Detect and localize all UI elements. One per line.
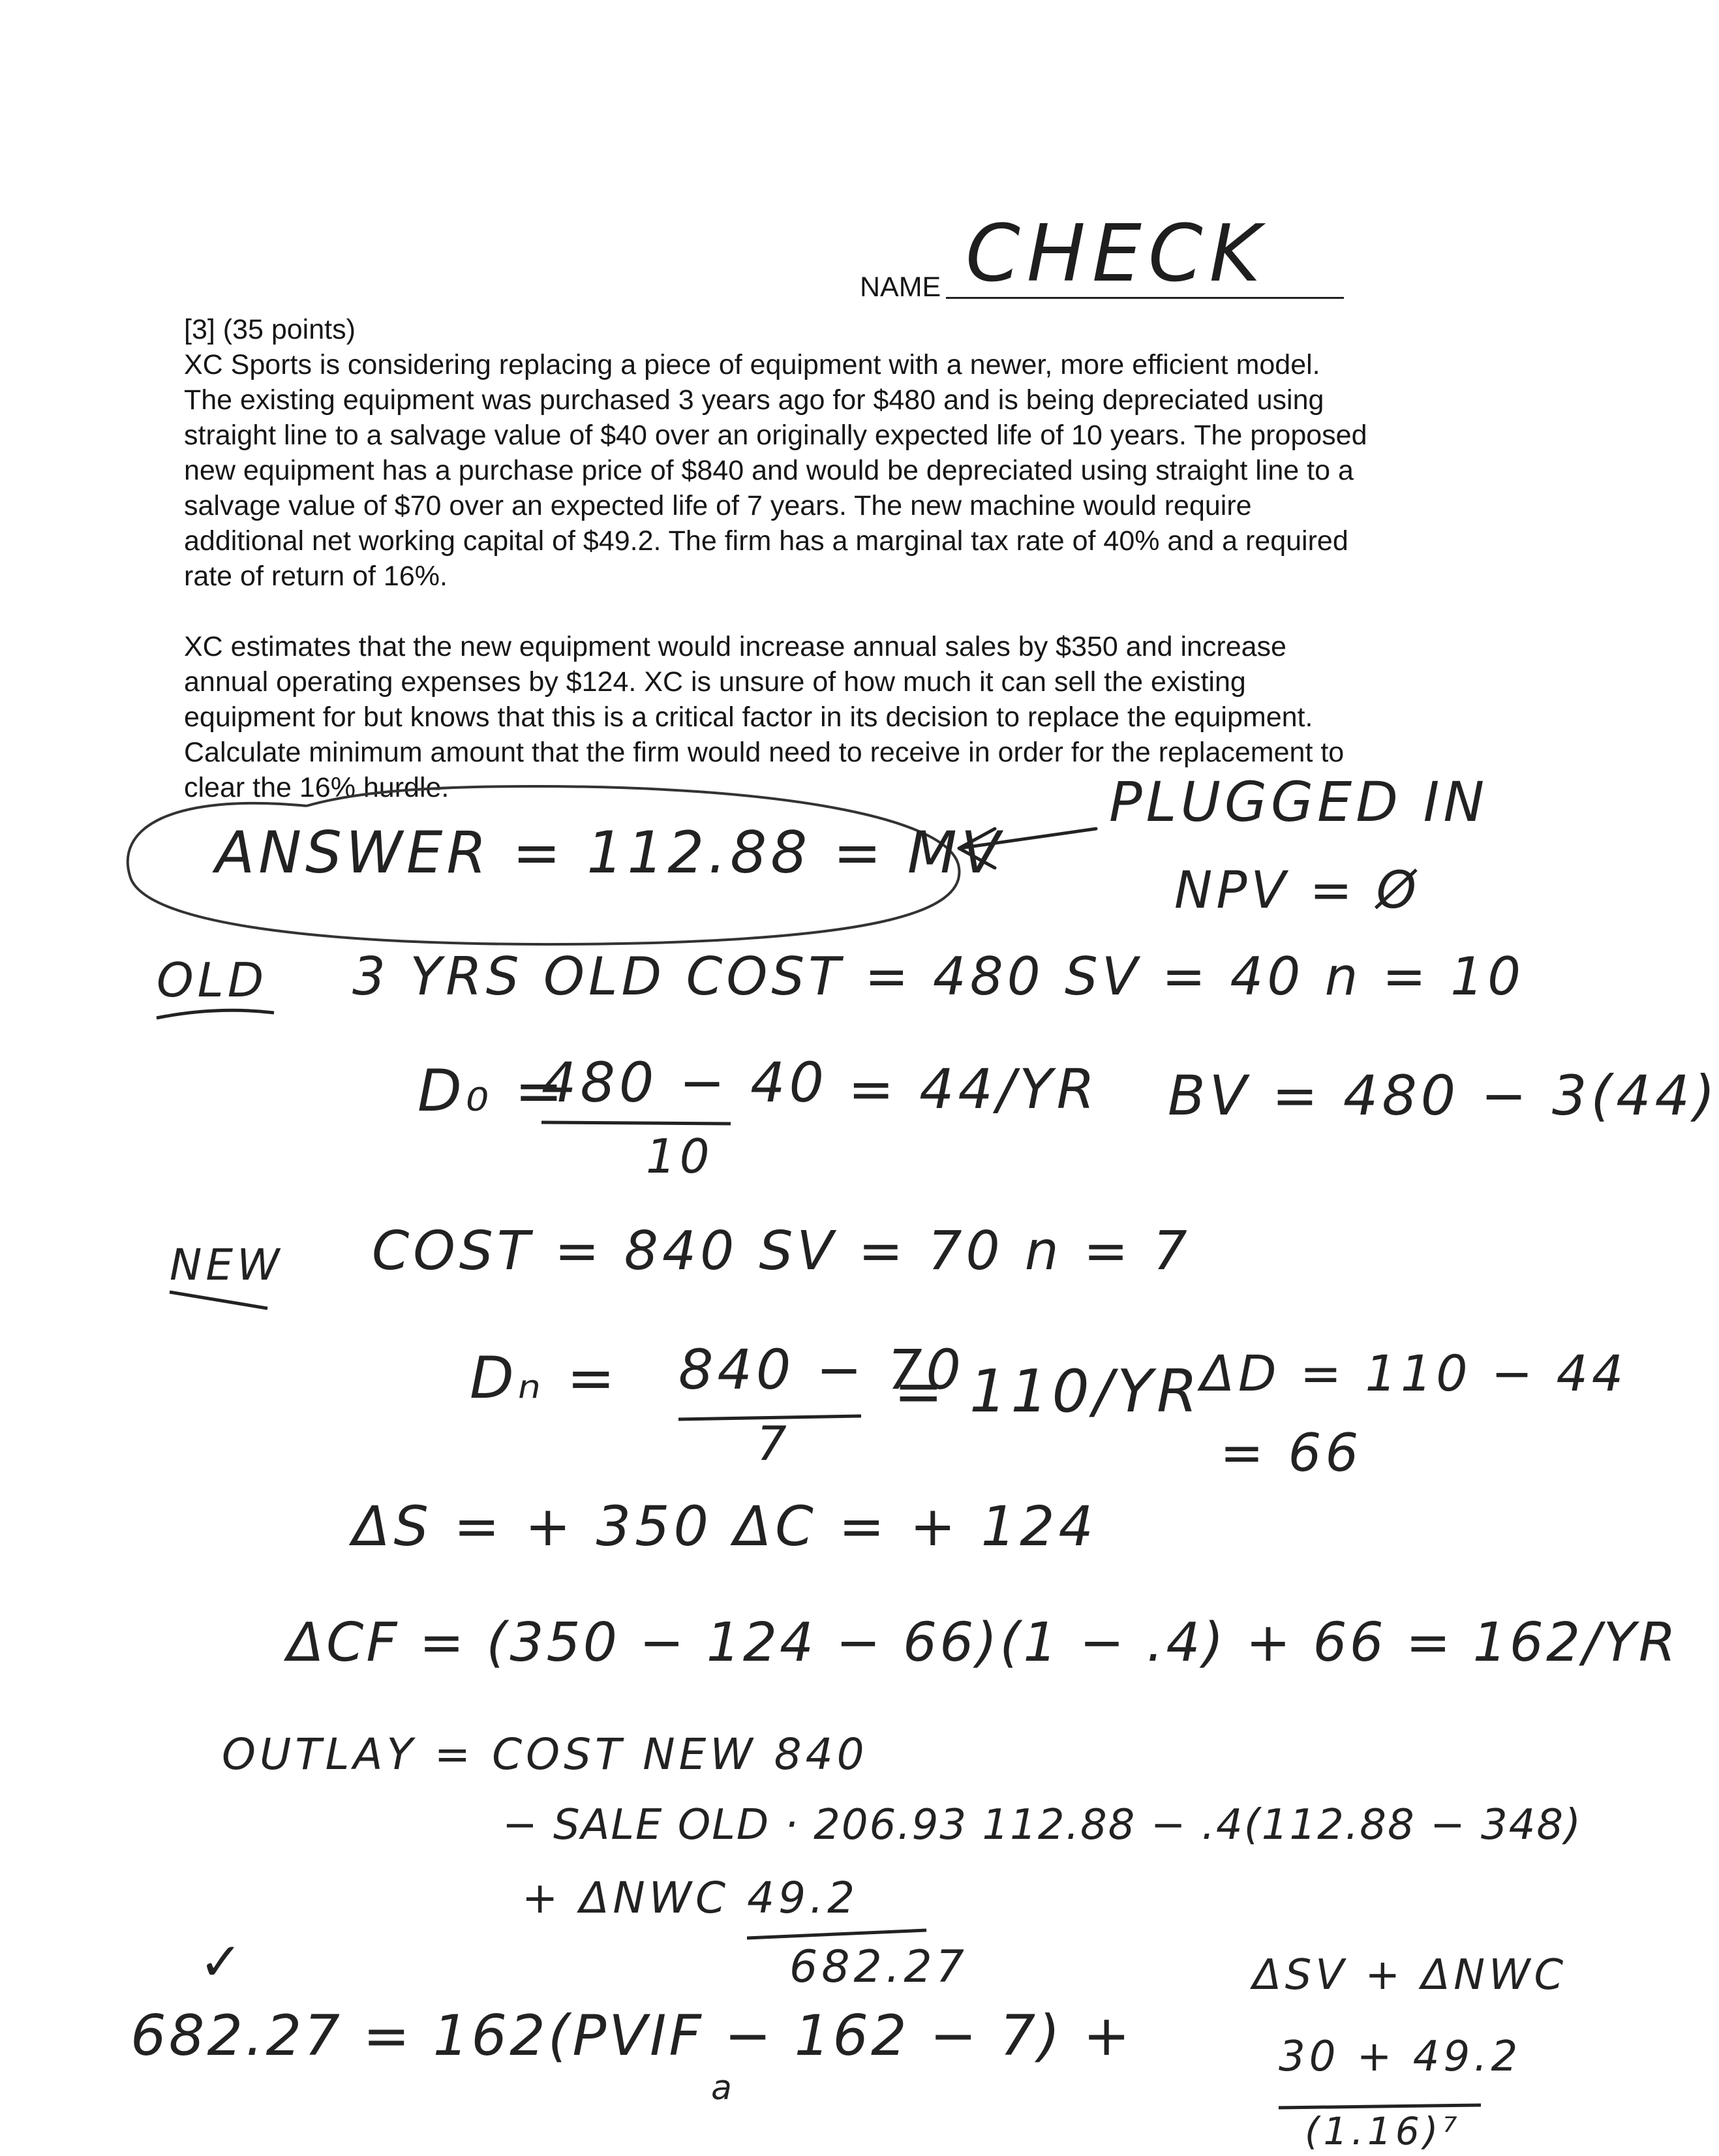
sv-nwc-fraction-bar <box>1279 2105 1481 2108</box>
old-equipment-line: 3 YRS OLD COST = 480 SV = 40 n = 10 <box>352 946 1525 1007</box>
dn-result: = 110/YR <box>894 1357 1202 1426</box>
d0-result: = 44/YR <box>848 1057 1099 1121</box>
problem-line: salvage value of $70 over an expected life of 7 years. The new machine would require <box>184 490 1252 521</box>
problem-line: equipment for but knows that this is a critical factor in its decision to replace the equipment. <box>184 701 1313 733</box>
problem-line: new equipment has a purchase price of $840 and would be depreciated using straight line to a <box>184 455 1354 486</box>
sv-nwc-denominator: (1.16)⁷ <box>1305 2109 1461 2153</box>
d0-prefix: D₀ = <box>418 1057 567 1124</box>
new-equipment-line: COST = 840 SV = 70 n = 7 <box>372 1220 1191 1282</box>
delta-cash-flow: ΔCF = (350 − 124 − 66)(1 − .4) + 66 = 162/YR <box>287 1612 1679 1674</box>
sv-nwc-label: ΔSV + ΔNWC <box>1253 1951 1568 1999</box>
name-value: CHECK <box>966 209 1268 300</box>
sv-nwc-numerator: 30 + 49.2 <box>1279 2033 1522 2081</box>
outlay-line-2: − SALE OLD · 206.93 112.88 − .4(112.88 − 348) <box>502 1801 1583 1849</box>
final-equation: 682.27 = 162(PVIF − 162 − 7) + <box>130 2003 1133 2069</box>
outlay-total-bar <box>747 1930 926 1938</box>
name-label: NAME <box>860 271 941 303</box>
pvif-subscript: a <box>711 2069 736 2108</box>
outlay-line-3: + ΔNWC 49.2 <box>522 1873 859 1923</box>
problem-line: clear the 16% hurdle. <box>184 772 449 803</box>
d0-fraction-bar <box>541 1122 731 1124</box>
new-underline <box>170 1292 267 1308</box>
answer-line: ANSWER = 112.88 = MV <box>215 819 1005 886</box>
old-underline <box>157 1010 274 1018</box>
outlay-total: 682.27 <box>789 1941 968 1993</box>
delta-depreciation: ΔD = 110 − 44 <box>1200 1344 1628 1402</box>
plugged-in-note: PLUGGED IN <box>1109 770 1489 834</box>
problem-line: Calculate minimum amount that the firm would need to receive in order for the replacement to <box>184 737 1345 768</box>
dn-numerator: 840 − 70 <box>678 1338 966 1402</box>
problem-line: XC estimates that the new equipment would increase annual sales by $350 and increase <box>184 631 1286 662</box>
problem-line: straight line to a salvage value of $40 over an originally expected life of 10 years. The proposed <box>184 420 1367 451</box>
outlay-line-1: OUTLAY = COST NEW 840 <box>222 1729 868 1779</box>
old-book-value: BV = 480 − 3(44) <box>1168 1064 1719 1128</box>
problem-line: The existing equipment was purchased 3 years ago for $480 and is being depreciated using <box>184 384 1324 416</box>
old-label: OLD <box>157 953 268 1008</box>
dn-prefix: Dₙ = <box>470 1344 619 1411</box>
d0-numerator: 480 − 40 <box>541 1051 829 1115</box>
new-label: NEW <box>170 1240 284 1290</box>
problem-line: rate of return of 16%. <box>184 561 448 592</box>
check-mark: ✓ <box>199 1932 247 1992</box>
problem-line: XC Sports is considering replacing a piece of equipment with a newer, more efficient model. <box>184 349 1320 380</box>
problem-number: [3] (35 points) <box>184 314 356 345</box>
problem-line: annual operating expenses by $124. XC is unsure of how much it can sell the existing <box>184 666 1246 698</box>
problem-line: additional net working capital of $49.2. The firm has a marginal tax rate of 40% and a required <box>184 525 1348 557</box>
d0-denominator: 10 <box>646 1129 714 1184</box>
delta-depreciation-result: = 66 <box>1220 1423 1363 1483</box>
npv-zero-note: NPV = Ø <box>1174 861 1421 920</box>
dn-denominator: 7 <box>757 1416 791 1471</box>
delta-sales-costs: ΔS = + 350 ΔC = + 124 <box>352 1494 1097 1558</box>
